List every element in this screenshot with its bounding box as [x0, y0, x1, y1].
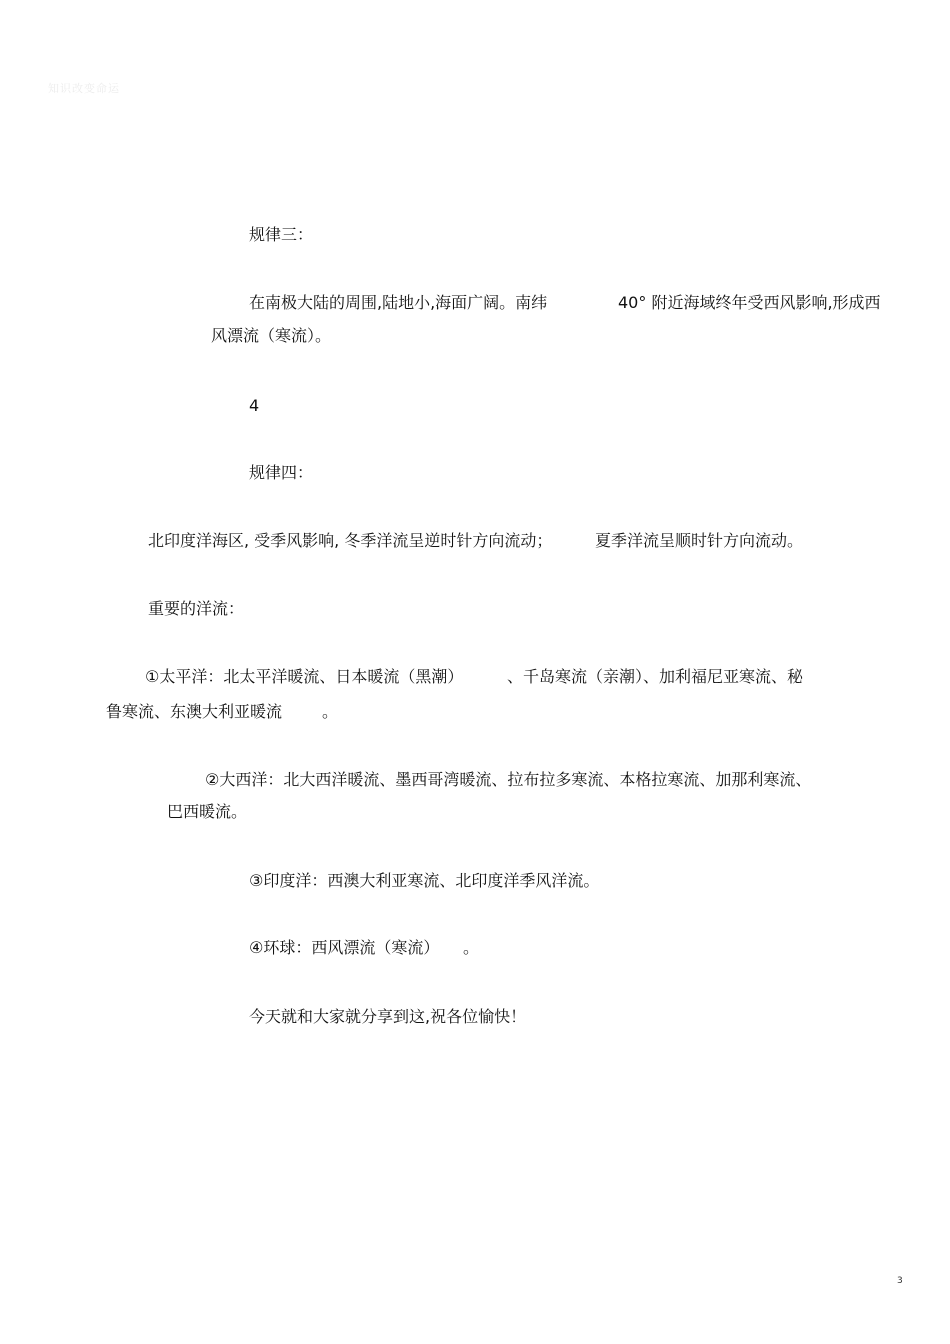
pacific-line2-part1: 鲁寒流、东澳大利亚暖流	[106, 702, 283, 721]
closing-line: 今天就和大家就分享到这,祝各位愉快！	[249, 1007, 527, 1026]
rule3-text-line2: 风漂流（寒流）。	[211, 326, 332, 345]
page-number: 3	[897, 1276, 903, 1286]
rule3-heading: 规律三：	[249, 225, 314, 244]
global-line-part1: ④环球：西风漂流（寒流）	[249, 938, 440, 957]
important-heading: 重要的洋流：	[148, 599, 245, 618]
rule3-text-line1-part1: 在南极大陆的周围,陆地小,海面广阔。南纬	[249, 293, 548, 312]
rule4-text-part2: 夏季洋流呈顺时针方向流动。	[595, 531, 804, 550]
rule4-text-part1: 北印度洋海区, 受季风影响, 冬季洋流呈逆时针方向流动；	[148, 531, 553, 550]
indian-line: ③印度洋：西澳大利亚寒流、北印度洋季风洋流。	[249, 871, 600, 890]
rule3-text-line1-part2: 40° 附近海域终年受西风影响,形成西	[618, 293, 881, 312]
watermark: 知识改变命运	[48, 82, 120, 95]
global-line-part2: 。	[463, 938, 480, 957]
pacific-line2-part2: 。	[322, 702, 339, 721]
atlantic-line2: 巴西暖流。	[167, 802, 248, 821]
atlantic-line1: ②大西洋：北大西洋暖流、墨西哥湾暖流、拉布拉多寒流、本格拉寒流、加那利寒流、	[205, 770, 812, 789]
pacific-line1-part1: ①太平洋：北太平洋暖流、日本暖流（黑潮）	[145, 667, 464, 686]
rule4-heading: 规律四：	[249, 463, 314, 482]
pacific-line1-part2: 、千岛寒流（亲潮）、加利福尼亚寒流、秘	[507, 667, 804, 686]
stray-number: 4	[249, 396, 260, 415]
